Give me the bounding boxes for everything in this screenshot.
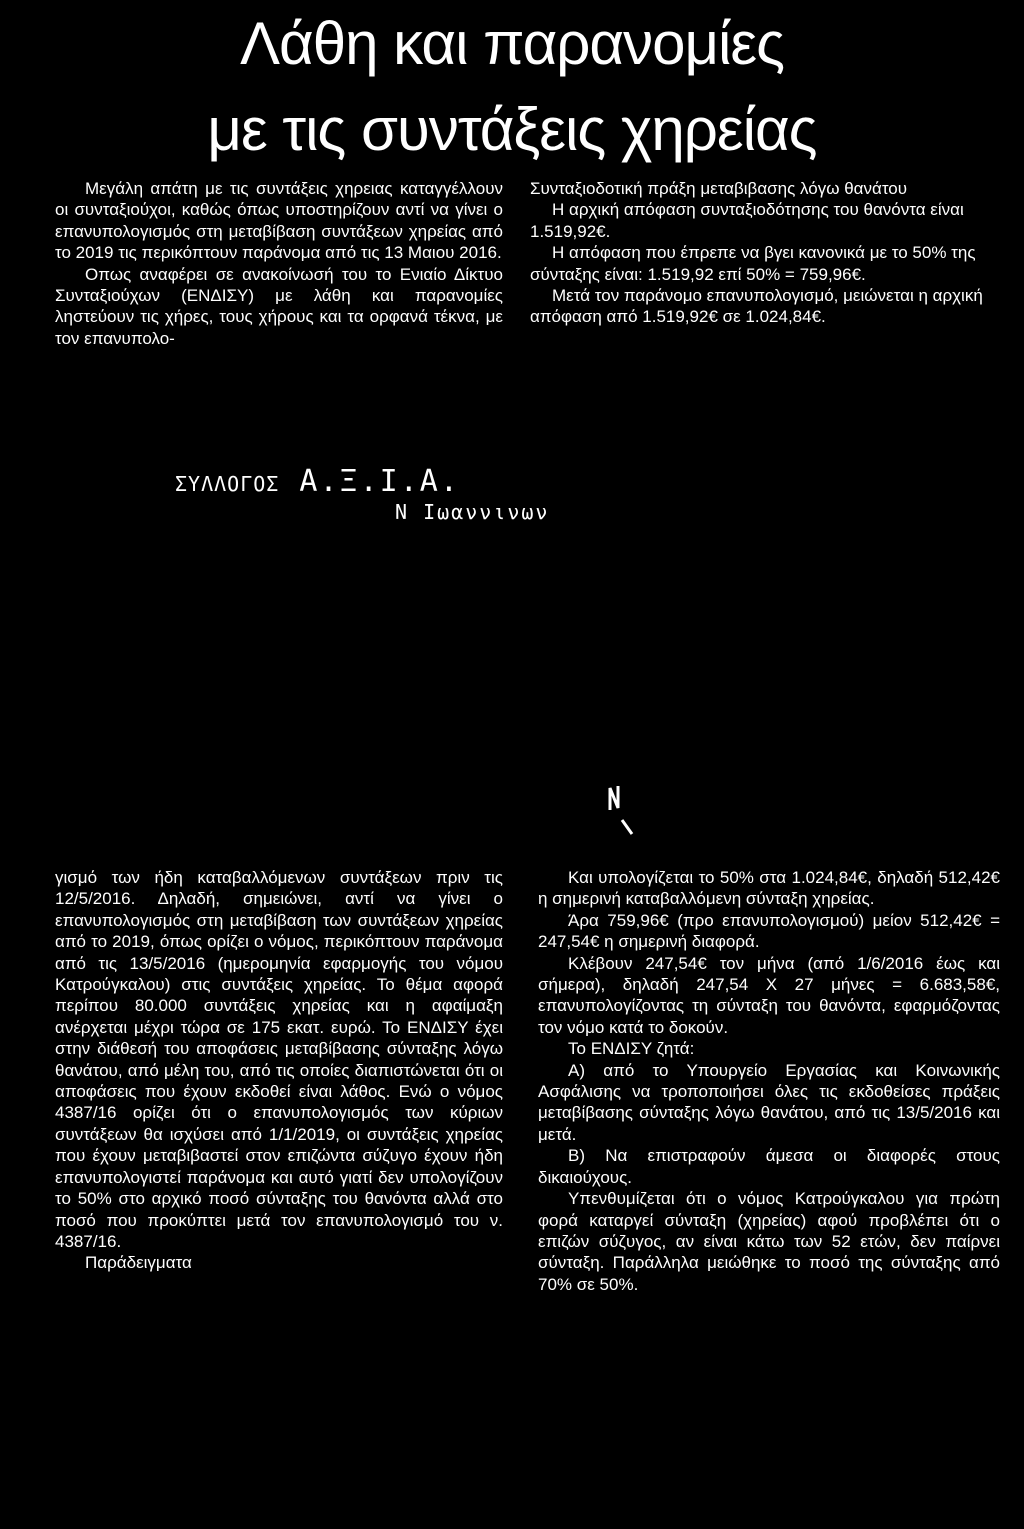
handwritten-city: Ν Ιωαννινων (395, 500, 550, 524)
paragraph-difference: Άρα 759,96€ (προ επανυπολογισμού) μείον 512,42€ = 247,54€ η σημερινή διαφορά. (538, 910, 1000, 952)
handwritten-prefix: ΣΥΛΛΟΓΟΣ (175, 472, 280, 496)
column-bottom-right (538, 867, 1000, 1295)
paragraph-reminder: Υπενθυμίζεται ότι ο νόμος Κατρούγκαλου για πρώτη φορά καταργεί σύνταξη (χηρείας) αφού προβλέπει ότι ο επιζών σύζυγος, αν είναι κάτω των 52 ετών, δεν παίρνει σύνταξη. Παράλληλα μειώθηκε το ποσό της σύνταξης από 70% σε 50%. (538, 1189, 1000, 1294)
paragraph-announcement: Οπως αναφέρει σε ανακοίνωσή του το Ενιαίο Δίκτυο Συνταξιούχων (ΕΝΔΙΣΥ) με λάθη και παρανομίες ληστεύουν τις χήρες, τους χήρους και τα ορφανά τέκνα, με τον επανυπολο- (55, 264, 503, 348)
paragraph-current-pension: Και υπολογίζεται το 50% στα 1.024,84€, δηλαδή 512,42€ η σημερινή καταβαλλόμενη σύνταξη χηρείας. (538, 868, 1000, 909)
column-top-right (530, 178, 992, 328)
paragraph-correct-decision: Η απόφαση που έπρεπε να βγει κανονικά με το 50% της σύνταξης είναι: 1.519,92 επί 50% = 759,96€. (530, 243, 976, 284)
paragraph-demand-a: Α) από το Υπουργείο Εργασίας και Κοινωνικής Ασφάλισης να τροποποιήσει όλες τις εκδοθείσες πράξεις μεταβίβασης σύνταξης λόγω θανάτου, από τις 13/5/2016 και μετά. (538, 1060, 1000, 1144)
column-top-left (55, 178, 503, 349)
handwritten-association-name (175, 464, 460, 499)
paragraph-intro: Μεγάλη απάτη με τις συντάξεις χηρειας καταγγέλλουν οι συνταξιούχοι, καθώς όπως υποστηρίζουν αντί να γίνει ο επανυπολογισμός στη μεταβίβαση συντάξεων χηρείας από το 2019 τις περικόπτουν παράνομα από τις 13 Μαιου 2016. (55, 179, 503, 263)
paragraph-demands-heading: Το ΕΝΔΙΣΥ ζητά: (568, 1039, 695, 1059)
handwritten-mark-icon (604, 782, 654, 842)
paragraph-illegal-recalculation: Μετά τον παράνομο επανυπολογισμό, μειώνεται η αρχική απόφαση από 1.519,92€ σε 1.024,84€. (530, 286, 983, 327)
paragraph-original-decision: Η αρχική απόφαση συνταξιοδότησης του θανόντα είναι 1.519,92€. (530, 200, 964, 241)
headline-line-2: με τις συντάξεις χηρείας (207, 96, 817, 163)
paragraph-recalculation-details: γισμό των ήδη καταβαλλόμενων συντάξεων πριν τις 12/5/2016. Δηλαδή, σημειώνει, αντί να γίνει ο επανυπολογισμός στη μεταβίβαση των συντάξεων χηρείας από το 2019, όπως ορίζει ο νόμος, περικόπτουν παράνομα από τις 13/5/2016 (ημερομηνία εφαρμογής του νόμου Κατρούγκαλου) στις συντάξεις χηρείας. Το θέμα αφορά περίπου 80.000 συντάξεις χηρείας και η αφαίμαξη ανέρχεται μέχρι τώρα σε 175 εκατ. ευρώ. Το ΕΝΔΙΣΥ έχει στην διάθεσή του αποφάσεις μεταβίβασης σύνταξης λόγω θανάτου, από μέλη του, από τις οποίες διαπιστώνεται ότι οι αποφάσεις που έχουν εκδοθεί είναι λάθος. Ενώ ο νόμος 4387/16 ορίζει ότι ο επανυπολογισμός των κύριων συντάξεων θα ισχύσει από 1/1/2019, οι συντάξεις χηρείας που έχουν μεταβιβαστεί στον επιζώντα σύζυγο έχουν ήδη επανυπολογιστεί παράνομα και αυτό γιατί δεν υπολογίζουν το 50% στο αρχικό ποσό σύνταξης του θανόντα αλλά στο ποσό που προκύπτει μετά τον επανυπολογισμό του ν. 4387/16. (55, 868, 503, 1251)
paragraph-demand-b: Β) Να επιστραφούν άμεσα οι διαφορές στους δικαιούχους. (538, 1146, 1000, 1187)
handwritten-acronym: Α.Ξ.Ι.Α. (299, 464, 460, 499)
column-bottom-left (55, 867, 503, 1274)
paragraph-monthly-loss: Κλέβουν 247,54€ τον μήνα (από 1/6/2016 έως και σήμερα), δηλαδή 247,54 Χ 27 μήνες = 6.683,58€, επανυπολογίζοντας τη σύνταξη του θανόντα, εφαρμόζοντας τον νόμο κατά το δοκούν. (538, 953, 1000, 1037)
headline-line-1: Λάθη και παρανομίες (239, 10, 785, 77)
heading-examples: Παράδειγματα (85, 1253, 192, 1273)
paragraph-act-heading: Συνταξιοδοτική πράξη μεταβιβασης λόγω θανάτου (530, 179, 908, 198)
